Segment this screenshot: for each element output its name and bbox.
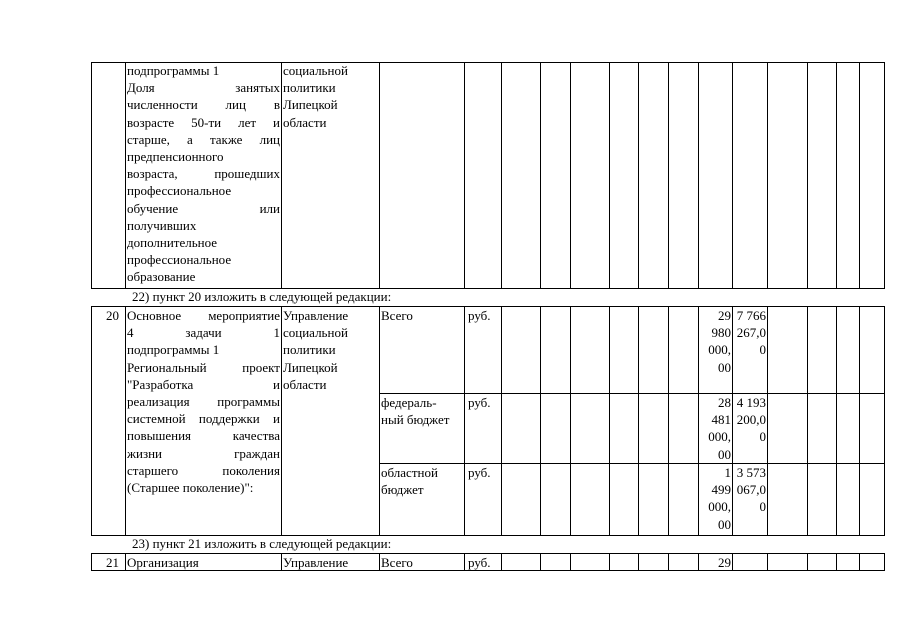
text-line: получивших bbox=[127, 217, 197, 233]
text-line: Всего bbox=[381, 308, 413, 323]
unit-label: руб. bbox=[468, 308, 491, 323]
text-line: 0 bbox=[759, 499, 766, 515]
text-line: областной bbox=[381, 465, 438, 480]
text-line: политики bbox=[283, 342, 336, 358]
text-line: Управление bbox=[283, 308, 349, 323]
row-number: 21 bbox=[106, 555, 119, 570]
top-program-description bbox=[127, 62, 280, 286]
text-line: реализация программы bbox=[127, 394, 280, 410]
text-line: 4 задачи 1 bbox=[127, 325, 280, 341]
text-line: 00 bbox=[718, 359, 731, 375]
text-line: дополнительное bbox=[127, 235, 218, 251]
text-line: численности лиц в bbox=[127, 97, 280, 113]
text-line: 00 bbox=[718, 446, 731, 462]
unit-label: руб. bbox=[468, 395, 491, 410]
text-line: предпенсионного bbox=[127, 149, 224, 165]
text-line: 067,0 bbox=[736, 482, 766, 498]
text-line: 0 bbox=[759, 429, 766, 445]
text-line: Доля занятых bbox=[127, 80, 280, 96]
text-line: возрасте 50-ти лет и bbox=[127, 114, 280, 130]
value-a-total: 29 bbox=[718, 555, 731, 570]
row-21-responsible: Управление bbox=[283, 555, 349, 570]
text-line: Липецкой bbox=[283, 97, 338, 113]
value-b-federal bbox=[733, 394, 766, 446]
text-line: жизни граждан bbox=[127, 445, 280, 461]
text-line: старше, а также лиц bbox=[127, 131, 280, 147]
text-line: социальной bbox=[283, 63, 348, 78]
text-line: подпрограммы 1 bbox=[127, 342, 220, 358]
text-line: социальной bbox=[283, 325, 348, 341]
text-line: Региональный проект bbox=[127, 359, 280, 375]
text-line: области bbox=[283, 376, 327, 392]
text-line: 000, bbox=[708, 429, 731, 445]
text-line: 499 bbox=[711, 482, 731, 498]
text-line: бюджет bbox=[381, 482, 424, 498]
row-number: 20 bbox=[106, 308, 119, 323]
text-line: старшего поколения bbox=[127, 462, 280, 478]
row-21-measure-name: Организация bbox=[127, 555, 199, 570]
text-line: 0 bbox=[759, 342, 766, 358]
row-20-measure-name bbox=[127, 307, 280, 496]
text-line: возраста, прошедших bbox=[127, 166, 280, 182]
text-line: 980 bbox=[711, 325, 731, 341]
text-line: системной поддержки и bbox=[127, 411, 280, 427]
value-b-total bbox=[733, 307, 766, 359]
text-line: ный бюджет bbox=[381, 412, 450, 428]
text-line: 28 bbox=[718, 395, 731, 410]
text-line: 267,0 bbox=[736, 325, 766, 341]
text-line: области bbox=[283, 114, 327, 130]
funding-source-federal bbox=[381, 394, 463, 428]
text-line: обучение или bbox=[127, 200, 280, 216]
funding-source-total: Всего bbox=[381, 555, 413, 570]
text-line: 29 bbox=[718, 308, 731, 323]
row-20-responsible bbox=[283, 307, 378, 393]
text-line: 481 bbox=[711, 412, 731, 428]
top-responsible bbox=[283, 62, 378, 131]
text-line: повышения качества bbox=[127, 428, 280, 444]
text-line: Основное мероприятие bbox=[127, 308, 280, 323]
text-line: подпрограммы 1 bbox=[127, 63, 220, 78]
text-line: 000, bbox=[708, 499, 731, 515]
value-b-regional bbox=[733, 464, 766, 516]
text-line: "Разработка и bbox=[127, 376, 280, 392]
text-line: 4 193 bbox=[736, 395, 766, 410]
unit-label: руб. bbox=[468, 465, 491, 480]
value-a-total bbox=[699, 307, 731, 376]
text-line: федераль- bbox=[381, 395, 437, 410]
text-line: профессиональное bbox=[127, 252, 232, 268]
text-line: 000, bbox=[708, 342, 731, 358]
value-a-regional bbox=[699, 464, 731, 533]
unit-label: руб. bbox=[468, 555, 491, 570]
text-line: профессиональное bbox=[127, 183, 232, 199]
funding-source-total bbox=[381, 307, 463, 324]
text-line: 3 573 bbox=[736, 465, 766, 480]
text-line: 00 bbox=[718, 516, 731, 532]
funding-source-regional bbox=[381, 464, 463, 498]
text-line: 7 766 bbox=[736, 308, 766, 323]
text-line: (Старшее поколение)": bbox=[127, 480, 254, 496]
text-line: образование bbox=[127, 269, 196, 285]
text-line: политики bbox=[283, 80, 336, 96]
text-line: 200,0 bbox=[736, 412, 766, 428]
text-line: 1 bbox=[724, 465, 731, 480]
amendment-caption-22: 22) пункт 20 изложить в следующей редакции: bbox=[132, 289, 392, 304]
value-a-federal bbox=[699, 394, 731, 463]
text-line: Липецкой bbox=[283, 359, 338, 375]
amendment-caption-23: 23) пункт 21 изложить в следующей редакции: bbox=[132, 536, 392, 551]
